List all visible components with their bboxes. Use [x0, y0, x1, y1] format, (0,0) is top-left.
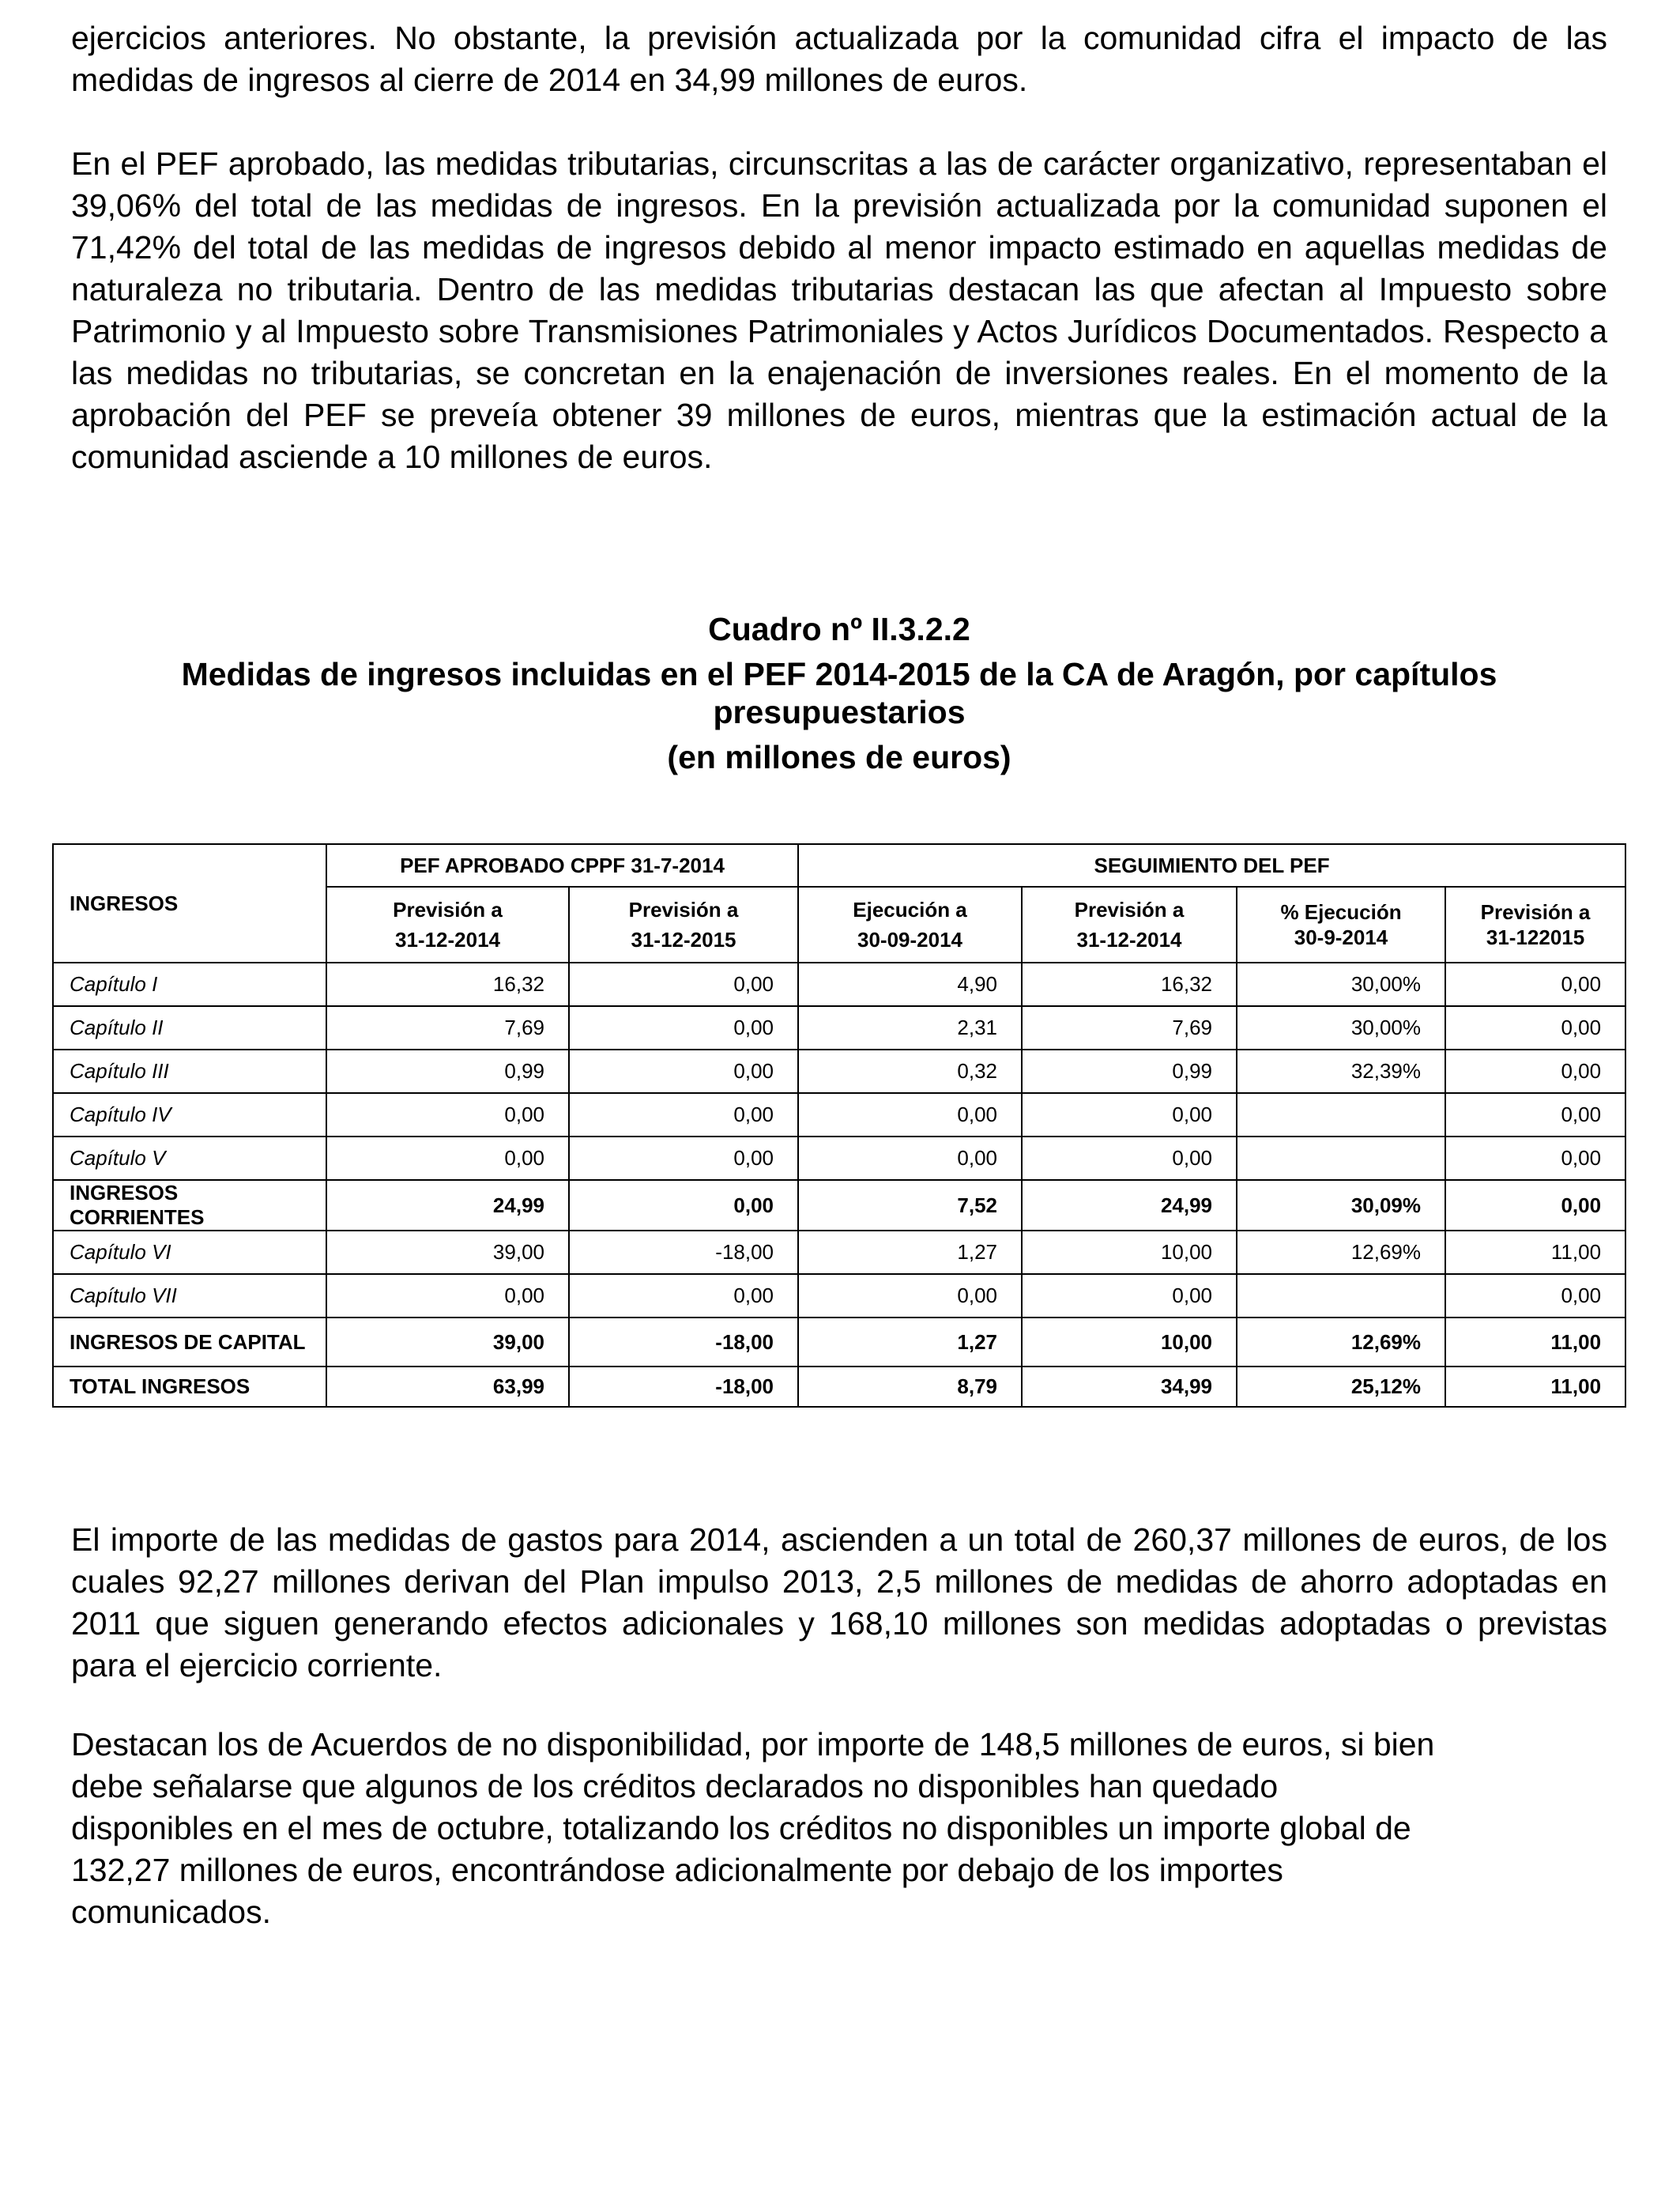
table-header-group-row [53, 844, 1625, 887]
cell-value: 0,00 [1445, 1093, 1625, 1137]
table-title-line1: Medidas de ingresos incluidas en el PEF 2014-2015 de la CA de Aragón, por capítulos [181, 656, 1497, 692]
cell-value: 32,39% [1237, 1050, 1445, 1093]
cell-value [1237, 1137, 1445, 1180]
cell-value: -18,00 [569, 1367, 798, 1407]
cell-value: 0,00 [1022, 1137, 1237, 1180]
cell-value: 0,00 [1445, 1274, 1625, 1318]
header-col-4: Previsión a 31-12-2014 [1022, 887, 1237, 963]
cell-value: 7,69 [1022, 1006, 1237, 1050]
cell-value: 0,00 [569, 1137, 798, 1180]
cell-value: 0,00 [569, 1093, 798, 1137]
table-row [53, 1050, 1625, 1093]
cell-value: 39,00 [326, 1318, 569, 1367]
paragraph-line: comunicados. [71, 1894, 271, 1930]
table-number: Cuadro nº II.3.2.2 [708, 611, 970, 647]
row-label: Capítulo V [53, 1137, 326, 1180]
paragraph-acuerdos [71, 1724, 1607, 1933]
cell-value [1237, 1274, 1445, 1318]
row-label: Capítulo I [53, 963, 326, 1006]
cell-value: 10,00 [1022, 1318, 1237, 1367]
cell-value: 0,99 [1022, 1050, 1237, 1093]
table-row [53, 1093, 1625, 1137]
row-label: Capítulo VII [53, 1274, 326, 1318]
cell-value: 0,00 [569, 1050, 798, 1093]
header-seguimiento: SEGUIMIENTO DEL PEF [798, 844, 1625, 887]
paragraph-line: Destacan los de Acuerdos de no disponibilidad, por importe de 148,5 millones de euros, si bien [71, 1726, 1435, 1762]
header-col-5: % Ejecución 30-9-2014 [1237, 887, 1445, 963]
paragraph-line: 132,27 millones de euros, encontrándose adicionalmente por debajo de los importes [71, 1852, 1283, 1888]
header-col-1: Previsión a 31-12-2014 [326, 887, 569, 963]
paragraph-medidas-tributarias: En el PEF aprobado, las medidas tributarias, circunscritas a las de carácter organizativo, representaban el 39,06% del total de las medidas de ingresos. En la previsión actualizada por la comunidad suponen el 71,42% del total de las medidas de ingresos debido al menor impacto estimado en aquellas medidas de naturaleza no tributaria. Dentro de las medidas tributarias destacan las que afectan al Impuesto sobre Patrimonio y al Impuesto sobre Transmisiones Patrimoniales y Actos Jurídicos Documentados. Respecto a las medidas no tributarias, se concretan en la enajenación de inversiones reales. En el momento de la aprobación del PEF se preveía obtener 39 millones de euros, mientras que la estimación actual de la comunidad asciende a 10 millones de euros. [71, 145, 1607, 475]
cell-value: 2,31 [798, 1006, 1022, 1050]
cell-value: 0,00 [326, 1137, 569, 1180]
cell-value: 0,00 [569, 963, 798, 1006]
cell-value: 0,00 [798, 1137, 1022, 1180]
row-label: INGRESOS CORRIENTES [53, 1180, 326, 1231]
cell-value: 24,99 [1022, 1180, 1237, 1231]
row-label: INGRESOS DE CAPITAL [53, 1318, 326, 1367]
header-col-6: Previsión a 31-122015 [1445, 887, 1625, 963]
cell-value: 11,00 [1445, 1231, 1625, 1274]
cell-value: 7,52 [798, 1180, 1022, 1231]
row-label: TOTAL INGRESOS [53, 1367, 326, 1407]
cell-value: 11,00 [1445, 1318, 1625, 1367]
header-col-3: Ejecución a 30-09-2014 [798, 887, 1022, 963]
table-row-subtotal [53, 1180, 1625, 1231]
table-units: (en millones de euros) [667, 739, 1011, 775]
cell-value: 0,00 [1445, 1006, 1625, 1050]
paragraph-line: disponibles en el mes de octubre, totalizando los créditos no disponibles un importe global de [71, 1810, 1411, 1846]
header-col-2: Previsión a 31-12-2015 [569, 887, 798, 963]
cell-value: 10,00 [1022, 1231, 1237, 1274]
cell-value: 0,00 [569, 1180, 798, 1231]
cell-value: 0,00 [326, 1093, 569, 1137]
cell-value: 12,69% [1237, 1318, 1445, 1367]
cell-value: -18,00 [569, 1231, 798, 1274]
cell-value: 0,00 [569, 1006, 798, 1050]
cell-value: 12,69% [1237, 1231, 1445, 1274]
cell-value: 0,00 [798, 1093, 1022, 1137]
cell-value: 0,00 [1445, 1050, 1625, 1093]
row-label: Capítulo III [53, 1050, 326, 1093]
cell-value: 25,12% [1237, 1367, 1445, 1407]
cell-value: 7,69 [326, 1006, 569, 1050]
row-label: Capítulo IV [53, 1093, 326, 1137]
paragraph-line: debe señalarse que algunos de los créditos declarados no disponibles han quedado [71, 1768, 1279, 1804]
table-row [53, 1231, 1625, 1274]
row-label: Capítulo VI [53, 1231, 326, 1274]
cell-value: -18,00 [569, 1318, 798, 1367]
cell-value: 8,79 [798, 1367, 1022, 1407]
paragraph-medidas-gastos: El importe de las medidas de gastos para 2014, ascienden a un total de 260,37 millones de euros, de los cuales 92,27 millones derivan del Plan impulso 2013, 2,5 millones de medidas de ahorro adoptadas en 2011 que siguen generando efectos adicionales y 168,10 millones son medidas adoptadas o previstas para el ejercicio corriente. [71, 1521, 1607, 1683]
cell-value: 0,00 [1445, 1180, 1625, 1231]
cell-value: 0,00 [326, 1274, 569, 1318]
cell-value: 30,00% [1237, 1006, 1445, 1050]
cell-value: 0,00 [798, 1274, 1022, 1318]
table-row-subtotal [53, 1318, 1625, 1367]
cell-value: 16,32 [1022, 963, 1237, 1006]
cell-value: 0,00 [569, 1274, 798, 1318]
cell-value: 0,00 [1022, 1274, 1237, 1318]
table-row [53, 1137, 1625, 1180]
cell-value: 4,90 [798, 963, 1022, 1006]
cell-value: 11,00 [1445, 1367, 1625, 1407]
header-ingresos: INGRESOS [53, 844, 326, 963]
cell-value: 0,00 [1022, 1093, 1237, 1137]
table-row [53, 963, 1625, 1006]
cell-value: 0,99 [326, 1050, 569, 1093]
cell-value: 16,32 [326, 963, 569, 1006]
cell-value: 1,27 [798, 1231, 1022, 1274]
cell-value: 63,99 [326, 1367, 569, 1407]
cell-value: 0,32 [798, 1050, 1022, 1093]
cell-value: 1,27 [798, 1318, 1022, 1367]
cell-value: 30,09% [1237, 1180, 1445, 1231]
cell-value [1237, 1093, 1445, 1137]
paragraph-intro: ejercicios anteriores. No obstante, la previsión actualizada por la comunidad cifra el impacto de las medidas de ingresos al cierre de 2014 en 34,99 millones de euros. [71, 20, 1607, 98]
table-row [53, 1274, 1625, 1318]
row-label: Capítulo II [53, 1006, 326, 1050]
cell-value: 24,99 [326, 1180, 569, 1231]
header-pef-aprobado: PEF APROBADO CPPF 31-7-2014 [326, 844, 798, 887]
table-title-block [71, 610, 1607, 776]
cell-value: 34,99 [1022, 1367, 1237, 1407]
table-row [53, 1006, 1625, 1050]
income-measures-table [52, 843, 1626, 1408]
cell-value: 0,00 [1445, 963, 1625, 1006]
cell-value: 0,00 [1445, 1137, 1625, 1180]
table-title-line2: presupuestarios [713, 694, 966, 730]
table-row-total [53, 1367, 1625, 1407]
cell-value: 30,00% [1237, 963, 1445, 1006]
cell-value: 39,00 [326, 1231, 569, 1274]
